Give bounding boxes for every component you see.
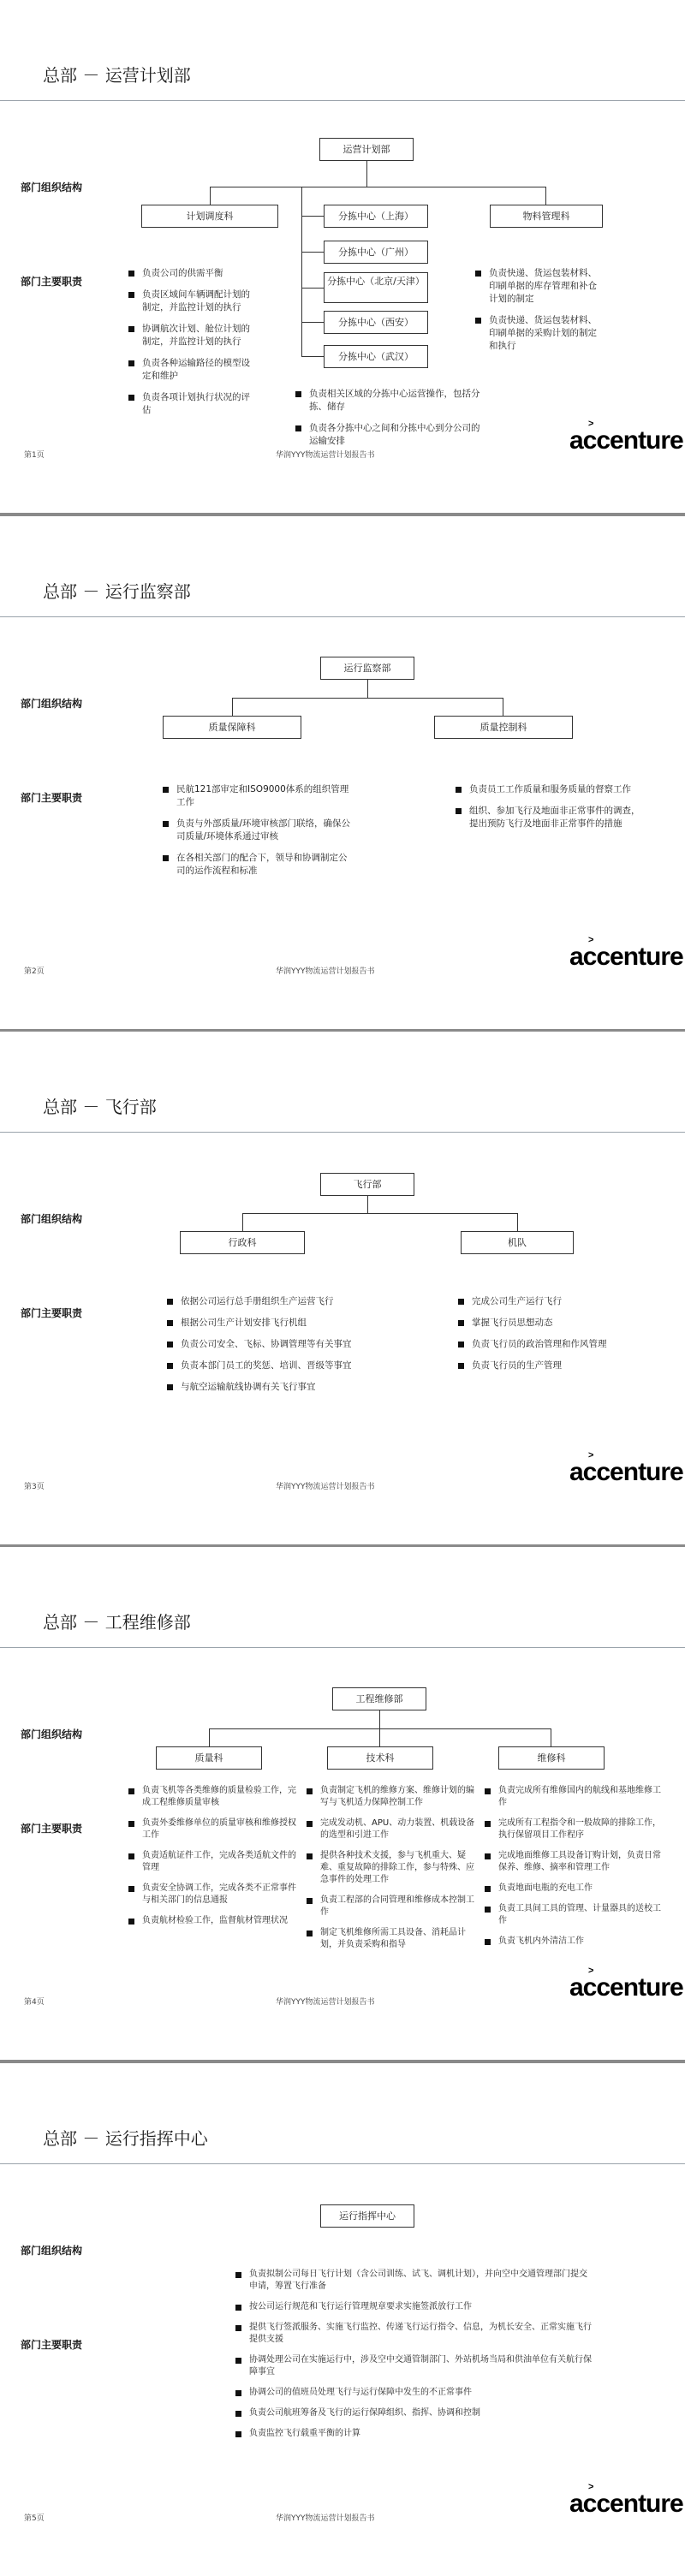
duty-item: 提供飞行签派服务、实施飞行监控、传递飞行运行指令、信息，为机长安全、正常实施飞行提供支援 bbox=[235, 2322, 595, 2346]
connector bbox=[210, 187, 211, 205]
org-structure-label: 部门组织结构 bbox=[21, 181, 83, 193]
duty-item: 完成所有工程指令和一般故障的排除工作，执行保留项目工作程序 bbox=[485, 1817, 664, 1841]
duty-item: 协调处理公司在实施运行中，涉及空中交通管制部门、外站机场当局和供油单位有关航行保障事宜 bbox=[235, 2354, 595, 2378]
connector bbox=[242, 1213, 518, 1214]
duty-list-middle bbox=[295, 388, 488, 456]
duty-list-left bbox=[163, 783, 351, 886]
connector bbox=[232, 698, 233, 716]
footer-text: 华润YYY物流运营计划报告书 bbox=[276, 1483, 375, 1491]
org-root-box: 工程维修部 bbox=[332, 1687, 426, 1710]
duty-list bbox=[235, 2269, 595, 2448]
logo-mark-icon: > bbox=[588, 1966, 593, 1976]
org-structure-label: 部门组织结构 bbox=[21, 698, 83, 710]
footer-text: 华润YYY物流运营计划报告书 bbox=[276, 1998, 375, 2007]
duty-list-left bbox=[128, 1785, 300, 1936]
dept-box: 行政科 bbox=[180, 1231, 305, 1254]
duty-item: 在各相关部门的配合下，领导和协调制定公司的运作流程和标准 bbox=[163, 852, 351, 878]
org-root-box: 运行指挥中心 bbox=[320, 2204, 414, 2228]
title-divider bbox=[0, 2163, 685, 2164]
connector bbox=[517, 1213, 518, 1231]
slide-operations-planning bbox=[0, 0, 685, 513]
duty-item: 依据公司运行总手册组织生产运营飞行 bbox=[167, 1295, 364, 1308]
dept-box: 质量科 bbox=[156, 1746, 262, 1770]
org-root-box: 飞行部 bbox=[320, 1173, 414, 1196]
logo-text: accenture bbox=[569, 2490, 683, 2518]
duty-item: 根据公司生产计划安排飞行机组 bbox=[167, 1317, 364, 1330]
accenture-logo bbox=[569, 2482, 683, 2519]
duty-list-right bbox=[485, 1785, 664, 1956]
slide-engineering-maintenance bbox=[0, 1547, 685, 2060]
org-structure-label: 部门组织结构 bbox=[21, 2245, 83, 2257]
accenture-logo bbox=[569, 1966, 683, 2002]
duty-item: 负责飞机内外清洁工作 bbox=[485, 1936, 664, 1948]
duty-item: 负责相关区域的分拣中心运营操作，包括分拣、储存 bbox=[295, 388, 488, 413]
logo-mark-icon: > bbox=[588, 935, 593, 945]
duty-item: 负责安全协调工作，完成各类不正常事件与相关部门的信息通报 bbox=[128, 1883, 300, 1907]
accenture-logo bbox=[569, 419, 683, 455]
duty-item: 负责工程部的合同管理和维修成本控制工作 bbox=[307, 1895, 478, 1919]
page-number: 第1页 bbox=[24, 451, 45, 460]
title-divider bbox=[0, 1647, 685, 1648]
connector bbox=[367, 1196, 368, 1213]
duty-list-left bbox=[128, 267, 257, 425]
footer-text: 华润YYY物流运营计划报告书 bbox=[276, 2514, 375, 2523]
dept-box: 分拣中心（武汉） bbox=[324, 345, 428, 368]
duty-item: 负责各种运输路径的模型设定和维护 bbox=[128, 357, 257, 383]
duty-item: 负责公司安全、飞标、协调管理等有关事宜 bbox=[167, 1338, 364, 1351]
connector bbox=[301, 356, 324, 357]
connector bbox=[366, 161, 367, 187]
main-duties-label: 部门主要职责 bbox=[21, 1823, 83, 1835]
duty-item: 负责公司的供需平衡 bbox=[128, 267, 257, 280]
duty-list-middle bbox=[307, 1785, 478, 1960]
duty-item: 负责外委维修单位的质量审核和维修授权工作 bbox=[128, 1817, 300, 1841]
org-structure-label: 部门组织结构 bbox=[21, 1213, 83, 1225]
slide-title: 总部 － 运行监察部 bbox=[43, 581, 191, 602]
dept-box: 分拣中心（上海） bbox=[324, 205, 428, 228]
duty-item: 负责完成所有维修国内的航线和基地维修工作 bbox=[485, 1785, 664, 1809]
duty-item: 负责快递、货运包装材料、印刷单据的采购计划的制定和执行 bbox=[475, 314, 604, 353]
accenture-logo bbox=[569, 1450, 683, 1487]
connector bbox=[301, 252, 324, 253]
duty-item: 负责地面电瓶的充电工作 bbox=[485, 1883, 664, 1895]
duty-item: 负责监控飞行载重平衡的计算 bbox=[235, 2428, 595, 2440]
duty-item: 组织、参加飞行及地面非正常事件的调查，提出预防飞行及地面非正常事件的措施 bbox=[456, 805, 644, 830]
logo-mark-icon: > bbox=[588, 2482, 593, 2492]
main-duties-label: 部门主要职责 bbox=[21, 1307, 83, 1319]
org-root-box: 运行监察部 bbox=[320, 657, 414, 680]
duty-item: 负责各项计划执行状况的评估 bbox=[128, 391, 257, 417]
duty-item: 负责区域间车辆调配计划的制定，并监控计划的执行 bbox=[128, 289, 257, 314]
dept-box: 质量控制科 bbox=[434, 716, 573, 739]
duty-item: 完成地面维修工具设备订购计划，负责日常保养、维修、摘率和管理工作 bbox=[485, 1850, 664, 1874]
title-divider bbox=[0, 616, 685, 617]
page-number: 第4页 bbox=[24, 1998, 45, 2007]
duty-item: 负责快递、货运包装材料、印刷单据的库存管理和补仓计划的制定 bbox=[475, 267, 604, 306]
org-structure-label: 部门组织结构 bbox=[21, 1728, 83, 1740]
main-duties-label: 部门主要职责 bbox=[21, 276, 83, 288]
duty-item: 与航空运输航线协调有关飞行事宜 bbox=[167, 1381, 364, 1394]
logo-text: accenture bbox=[569, 1458, 683, 1486]
duty-item: 负责与外部质量/环境审核部门联络，确保公司质量/环境体系通过审核 bbox=[163, 818, 351, 843]
title-divider bbox=[0, 1132, 685, 1133]
connector bbox=[242, 1213, 243, 1231]
connector bbox=[301, 322, 324, 323]
logo-mark-icon: > bbox=[588, 1450, 593, 1461]
page-number: 第3页 bbox=[24, 1483, 45, 1491]
connector bbox=[367, 680, 368, 698]
duty-list-right bbox=[458, 1295, 646, 1381]
duty-item: 民航121部审定和ISO9000体系的组织管理工作 bbox=[163, 783, 351, 809]
org-root-box: 运营计划部 bbox=[319, 138, 414, 161]
connector bbox=[301, 288, 324, 289]
duty-item: 负责飞行员的政治管理和作风管理 bbox=[458, 1338, 646, 1351]
duty-item: 负责飞机等各类维修的质量检验工作，完成工程维修质量审核 bbox=[128, 1785, 300, 1809]
duty-item: 按公司运行规范和飞行运行管理规章要求实施签派放行工作 bbox=[235, 2301, 595, 2313]
duty-item: 负责本部门员工的奖惩、培训、晋级等事宜 bbox=[167, 1359, 364, 1372]
slide-operations-control-center bbox=[0, 2063, 685, 2576]
accenture-logo bbox=[569, 935, 683, 972]
dept-box: 分拣中心（广州） bbox=[324, 241, 428, 264]
duty-item: 负责飞行员的生产管理 bbox=[458, 1359, 646, 1372]
connector bbox=[545, 187, 546, 205]
slide-title: 总部 － 运营计划部 bbox=[43, 65, 191, 86]
duty-item: 制定飞机维修所需工具设备、消耗品计划，并负责采购和指导 bbox=[307, 1927, 478, 1951]
duty-item: 负责公司航班筹备及飞行的运行保障组织、指挥、协调和控制 bbox=[235, 2407, 595, 2419]
slide-title: 总部 － 运行指挥中心 bbox=[43, 2128, 208, 2149]
page-number: 第5页 bbox=[24, 2514, 45, 2523]
duty-item: 负责拟制公司每日飞行计划（含公司训练、试飞、调机计划），并向空中交通管理部门提交申请，筹置飞行准备 bbox=[235, 2269, 595, 2293]
connector bbox=[209, 1728, 210, 1746]
logo-text: accenture bbox=[569, 1973, 683, 2002]
dept-box: 机队 bbox=[461, 1231, 574, 1254]
slide-operations-supervision bbox=[0, 516, 685, 1029]
duty-list-right bbox=[456, 783, 644, 839]
page-number: 第2页 bbox=[24, 967, 45, 976]
duty-item: 完成公司生产运行飞行 bbox=[458, 1295, 646, 1308]
slide-title: 总部 － 工程维修部 bbox=[43, 1612, 191, 1633]
duty-item: 负责适航证件工作，完成各类适航文件的管理 bbox=[128, 1850, 300, 1874]
dept-box: 分拣中心（北京/天津） bbox=[324, 272, 428, 303]
duty-item: 负责各分拣中心之间和分拣中心到分公司的运输安排 bbox=[295, 422, 488, 448]
dept-box: 技术科 bbox=[327, 1746, 433, 1770]
duty-item: 协调公司的值班员处理飞行与运行保障中发生的不正常事件 bbox=[235, 2387, 595, 2399]
dept-box: 分拣中心（西安） bbox=[324, 311, 428, 334]
main-duties-label: 部门主要职责 bbox=[21, 792, 83, 804]
connector bbox=[301, 216, 324, 217]
duty-item: 掌握飞行员思想动态 bbox=[458, 1317, 646, 1330]
connector bbox=[379, 1728, 380, 1746]
connector bbox=[232, 698, 503, 699]
connector bbox=[379, 1710, 380, 1728]
slide-title: 总部 － 飞行部 bbox=[43, 1097, 157, 1117]
footer-text: 华润YYY物流运营计划报告书 bbox=[276, 451, 375, 460]
logo-text: accenture bbox=[569, 943, 683, 971]
dept-box: 维修科 bbox=[498, 1746, 605, 1770]
duty-list-right bbox=[475, 267, 604, 361]
connector bbox=[301, 187, 302, 357]
duty-item: 负责航材检验工作，监督航材管理状况 bbox=[128, 1915, 300, 1927]
logo-text: accenture bbox=[569, 426, 683, 455]
duty-item: 负责员工工作质量和服务质量的督察工作 bbox=[456, 783, 644, 796]
connector bbox=[209, 1728, 551, 1729]
duty-item: 提供各种技术支援，参与飞机重大、疑难、重复故障的排除工作，参与特殊、应急事件的处理工作 bbox=[307, 1850, 478, 1886]
dept-box: 质量保障科 bbox=[163, 716, 301, 739]
logo-mark-icon: > bbox=[588, 419, 593, 429]
dept-box: 物料管理科 bbox=[490, 205, 603, 228]
duty-item: 协调航次计划、舱位计划的制定，并监控计划的执行 bbox=[128, 323, 257, 348]
title-divider bbox=[0, 100, 685, 101]
duty-item: 负责制定飞机的维修方案、维修计划的编写与飞机适力保障控制工作 bbox=[307, 1785, 478, 1809]
slide-flight-department bbox=[0, 1032, 685, 1544]
duty-item: 完成发动机、APU、动力装置、机载设备的选型和引进工作 bbox=[307, 1817, 478, 1841]
main-duties-label: 部门主要职责 bbox=[21, 2339, 83, 2351]
dept-box: 计划调度科 bbox=[141, 205, 278, 228]
duty-item: 负责工具间工具的管理、计量器具的送校工作 bbox=[485, 1903, 664, 1927]
footer-text: 华润YYY物流运营计划报告书 bbox=[276, 967, 375, 976]
duty-list-left bbox=[167, 1295, 364, 1402]
